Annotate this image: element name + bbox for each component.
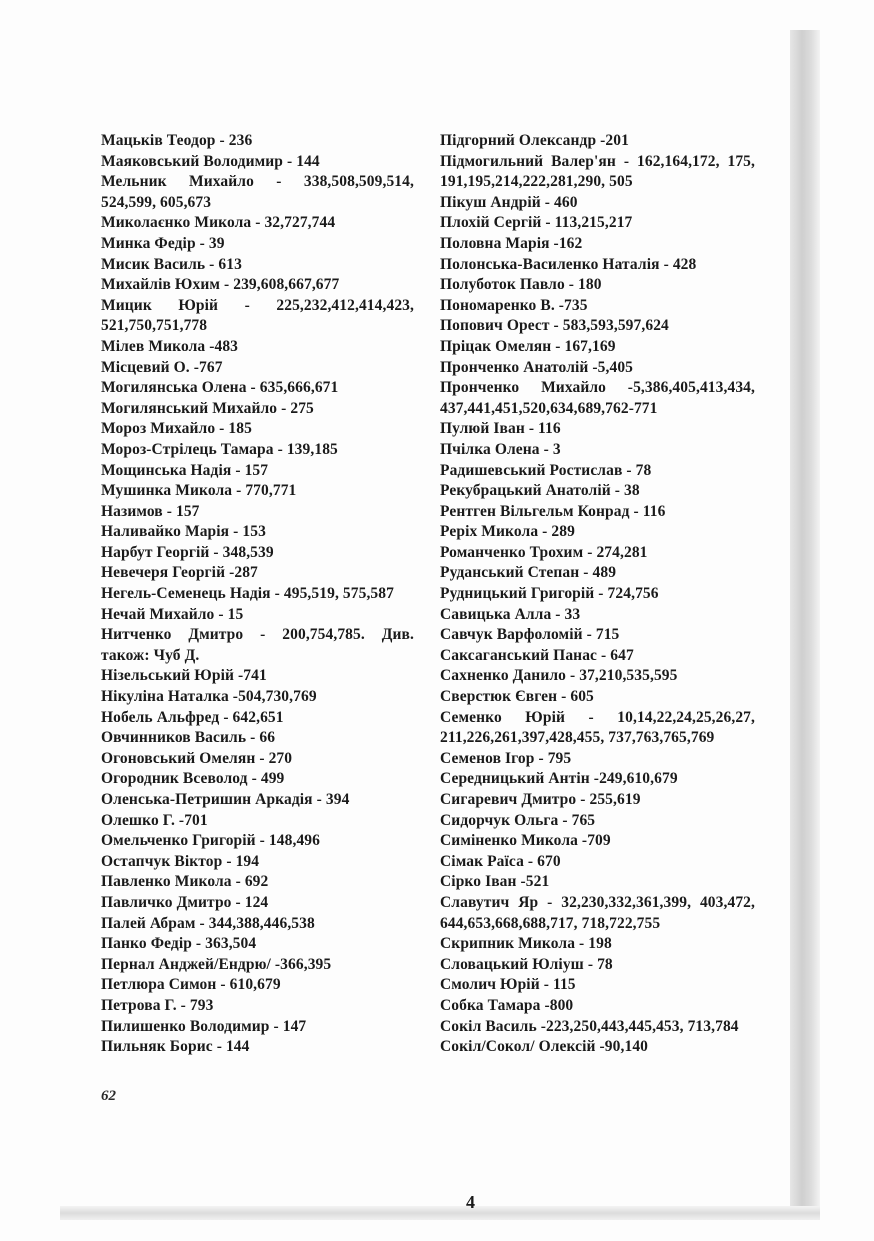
index-entry: Нізельський Юрій -741 <box>101 667 267 685</box>
index-entry: Плохій Сергій - 113,215,217 <box>440 214 633 232</box>
index-entry: Полуботок Павло - 180 <box>440 276 602 294</box>
index-entry: Савицька Алла - 33 <box>440 605 581 623</box>
index-entry: Пилишенко Володимир - 147 <box>101 1017 307 1035</box>
index-entry: Пікуш Андрій - 460 <box>440 193 578 211</box>
index-entry: Мощинська Надія - 157 <box>101 461 269 479</box>
index-entry: Нікуліна Наталка -504,730,769 <box>101 688 317 706</box>
index-entry: Пронченко Анатолій -5,405 <box>440 358 634 376</box>
index-entry: Місцевий О. -767 <box>101 358 223 376</box>
index-entry: Нитченко Дмитро - 200,754,785. Див. також: Чуб Д. <box>101 626 414 664</box>
index-entry: Скрипник Микола - 198 <box>440 935 612 953</box>
index-entry: Рентген Вільгельм Конрад - 116 <box>440 502 666 520</box>
index-entry: Нечай Михайло - 15 <box>101 605 244 623</box>
index-column-left <box>101 131 414 1058</box>
index-entry: Семенов Ігор - 795 <box>440 749 572 767</box>
index-entry: Собка Тамара -800 <box>440 996 574 1014</box>
index-entry: Мицик Юрій - 225,232,412,414,423, 521,750,751,778 <box>101 296 414 335</box>
index-entry: Оленська-Петришин Аркадія - 394 <box>101 791 350 808</box>
index-entry: Підмогильний Валер'ян - 162,164,172, 175, 191,195,214,222,281,290, 505 <box>440 152 755 191</box>
index-entry: Овчинников Василь - 66 <box>101 729 276 747</box>
index-entry: Павличко Дмитро - 124 <box>101 893 269 911</box>
index-entry: Мацьків Теодор - 236 <box>101 132 253 149</box>
index-entry: Миколаєнко Микола - 32,727,744 <box>101 214 336 232</box>
index-entry: Мороз-Стрілець Тамара - 139,185 <box>101 440 338 458</box>
index-entry: Реріх Микола - 289 <box>440 523 575 541</box>
index-entry: Олешко Г. -701 <box>101 811 208 829</box>
index-entry: Огородник Всеволод - 499 <box>101 770 285 788</box>
index-entry: Радишевський Ростислав - 78 <box>440 461 652 479</box>
index-entry: Попович Орест - 583,593,597,624 <box>440 317 669 335</box>
index-entry: Підгорний Олександр -201 <box>440 132 629 149</box>
index-entry: Середницький Антін -249,610,679 <box>440 770 678 788</box>
index-entry: Нарбут Георгій - 348,539 <box>101 543 274 561</box>
index-entry: Сверстюк Євген - 605 <box>440 688 594 706</box>
index-entry: Полонська-Василенко Наталія - 428 <box>440 255 697 273</box>
index-entry: Могилянський Михайло - 275 <box>101 399 314 417</box>
index-entry: Сидорчук Ольга - 765 <box>440 811 596 829</box>
index-entry: Маяковський Володимир - 144 <box>101 152 320 170</box>
index-entry: Невечеря Георгій -287 <box>101 564 258 582</box>
index-entry: Сокіл/Сокол/ Олексій -90,140 <box>440 1038 649 1056</box>
index-entry: Могилянська Олена - 635,666,671 <box>101 379 339 397</box>
index-entry: Петлюра Симон - 610,679 <box>101 976 281 994</box>
index-entry: Павленко Микола - 692 <box>101 873 269 891</box>
index-entry: Петрова Г. - 793 <box>101 996 214 1014</box>
index-entry: Негель-Семенець Надія - 495,519, 575,587 <box>101 585 394 603</box>
index-column-right <box>440 131 755 1058</box>
index-entry: Пернал Анджей/Ендрю/ -366,395 <box>101 955 332 973</box>
index-entry: Руданський Степан - 489 <box>440 564 617 582</box>
index-entry: Назимов - 157 <box>101 502 200 520</box>
page-bottom-edge <box>60 1206 820 1220</box>
index-entry: Пчілка Олена - 3 <box>440 440 561 458</box>
index-entry: Мельник Михайло - 338,508,509,514, 524,599, 605,673 <box>101 173 414 211</box>
index-entry: Минка Федір - 39 <box>101 234 225 252</box>
index-entry: Рекубрацький Анатолій - 38 <box>440 482 640 500</box>
index-entry: Наливайко Марія - 153 <box>101 523 266 541</box>
index-entry: Смолич Юрій - 115 <box>440 976 576 994</box>
index-entry: Панко Федір - 363,504 <box>101 935 257 953</box>
index-entry: Палей Абрам - 344,388,446,538 <box>101 914 315 932</box>
index-entry: Пильняк Борис - 144 <box>101 1038 250 1056</box>
index-entry: Славутич Яр - 32,230,332,361,399, 403,472, 644,653,668,688,717, 718,722,755 <box>440 893 755 932</box>
index-entry: Словацький Юліуш - 78 <box>440 955 613 973</box>
footer-mark: 4 <box>466 1192 475 1212</box>
index-entry: Сімак Раїса - 670 <box>440 852 561 870</box>
index-entry: Мілев Микола -483 <box>101 337 239 355</box>
index-entry: Пулюй Іван - 116 <box>440 420 561 438</box>
index-entry: Михайлів Юхим - 239,608,667,677 <box>101 276 340 294</box>
index-entry: Пронченко Михайло -5,386,405,413,434, 437,441,451,520,634,689,762-771 <box>440 379 755 417</box>
index-entry: Сірко Іван -521 <box>440 873 550 891</box>
index-entry: Сахненко Данило - 37,210,535,595 <box>440 667 678 685</box>
index-entry: Половна Марія -162 <box>440 234 583 252</box>
index-entry: Нобель Альфред - 642,651 <box>101 708 284 726</box>
index-entry: Рудницький Григорій - 724,756 <box>440 585 659 603</box>
index-entry: Симіненко Микола -709 <box>440 832 611 850</box>
index-entry: Мушинка Микола - 770,771 <box>101 482 297 500</box>
index-entry: Пономаренко В. -735 <box>440 296 588 314</box>
page-edge-shadow <box>790 30 820 1215</box>
index-entry: Мороз Михайло - 185 <box>101 420 252 438</box>
index-entry: Сокіл Василь -223,250,443,445,453, 713,784 <box>440 1017 739 1035</box>
index-entry: Сигаревич Дмитро - 255,619 <box>440 791 641 808</box>
index-entry: Омельченко Григорій - 148,496 <box>101 832 320 850</box>
index-entry: Мисик Василь - 613 <box>101 255 242 273</box>
index-entry: Романченко Трохим - 274,281 <box>440 543 648 561</box>
index-entry: Пріцак Омелян - 167,169 <box>440 337 616 355</box>
index-entry: Остапчук Віктор - 194 <box>101 852 260 870</box>
index-entry: Огоновський Омелян - 270 <box>101 749 293 767</box>
index-entry: Саксаганський Панас - 647 <box>440 646 634 664</box>
index-entry: Савчук Варфоломій - 715 <box>440 626 620 644</box>
index-entry: Семенко Юрій - 10,14,22,24,25,26,27, 211,226,261,397,428,455, 737,763,765,769 <box>440 708 755 747</box>
page-number: 62 <box>101 1088 116 1104</box>
